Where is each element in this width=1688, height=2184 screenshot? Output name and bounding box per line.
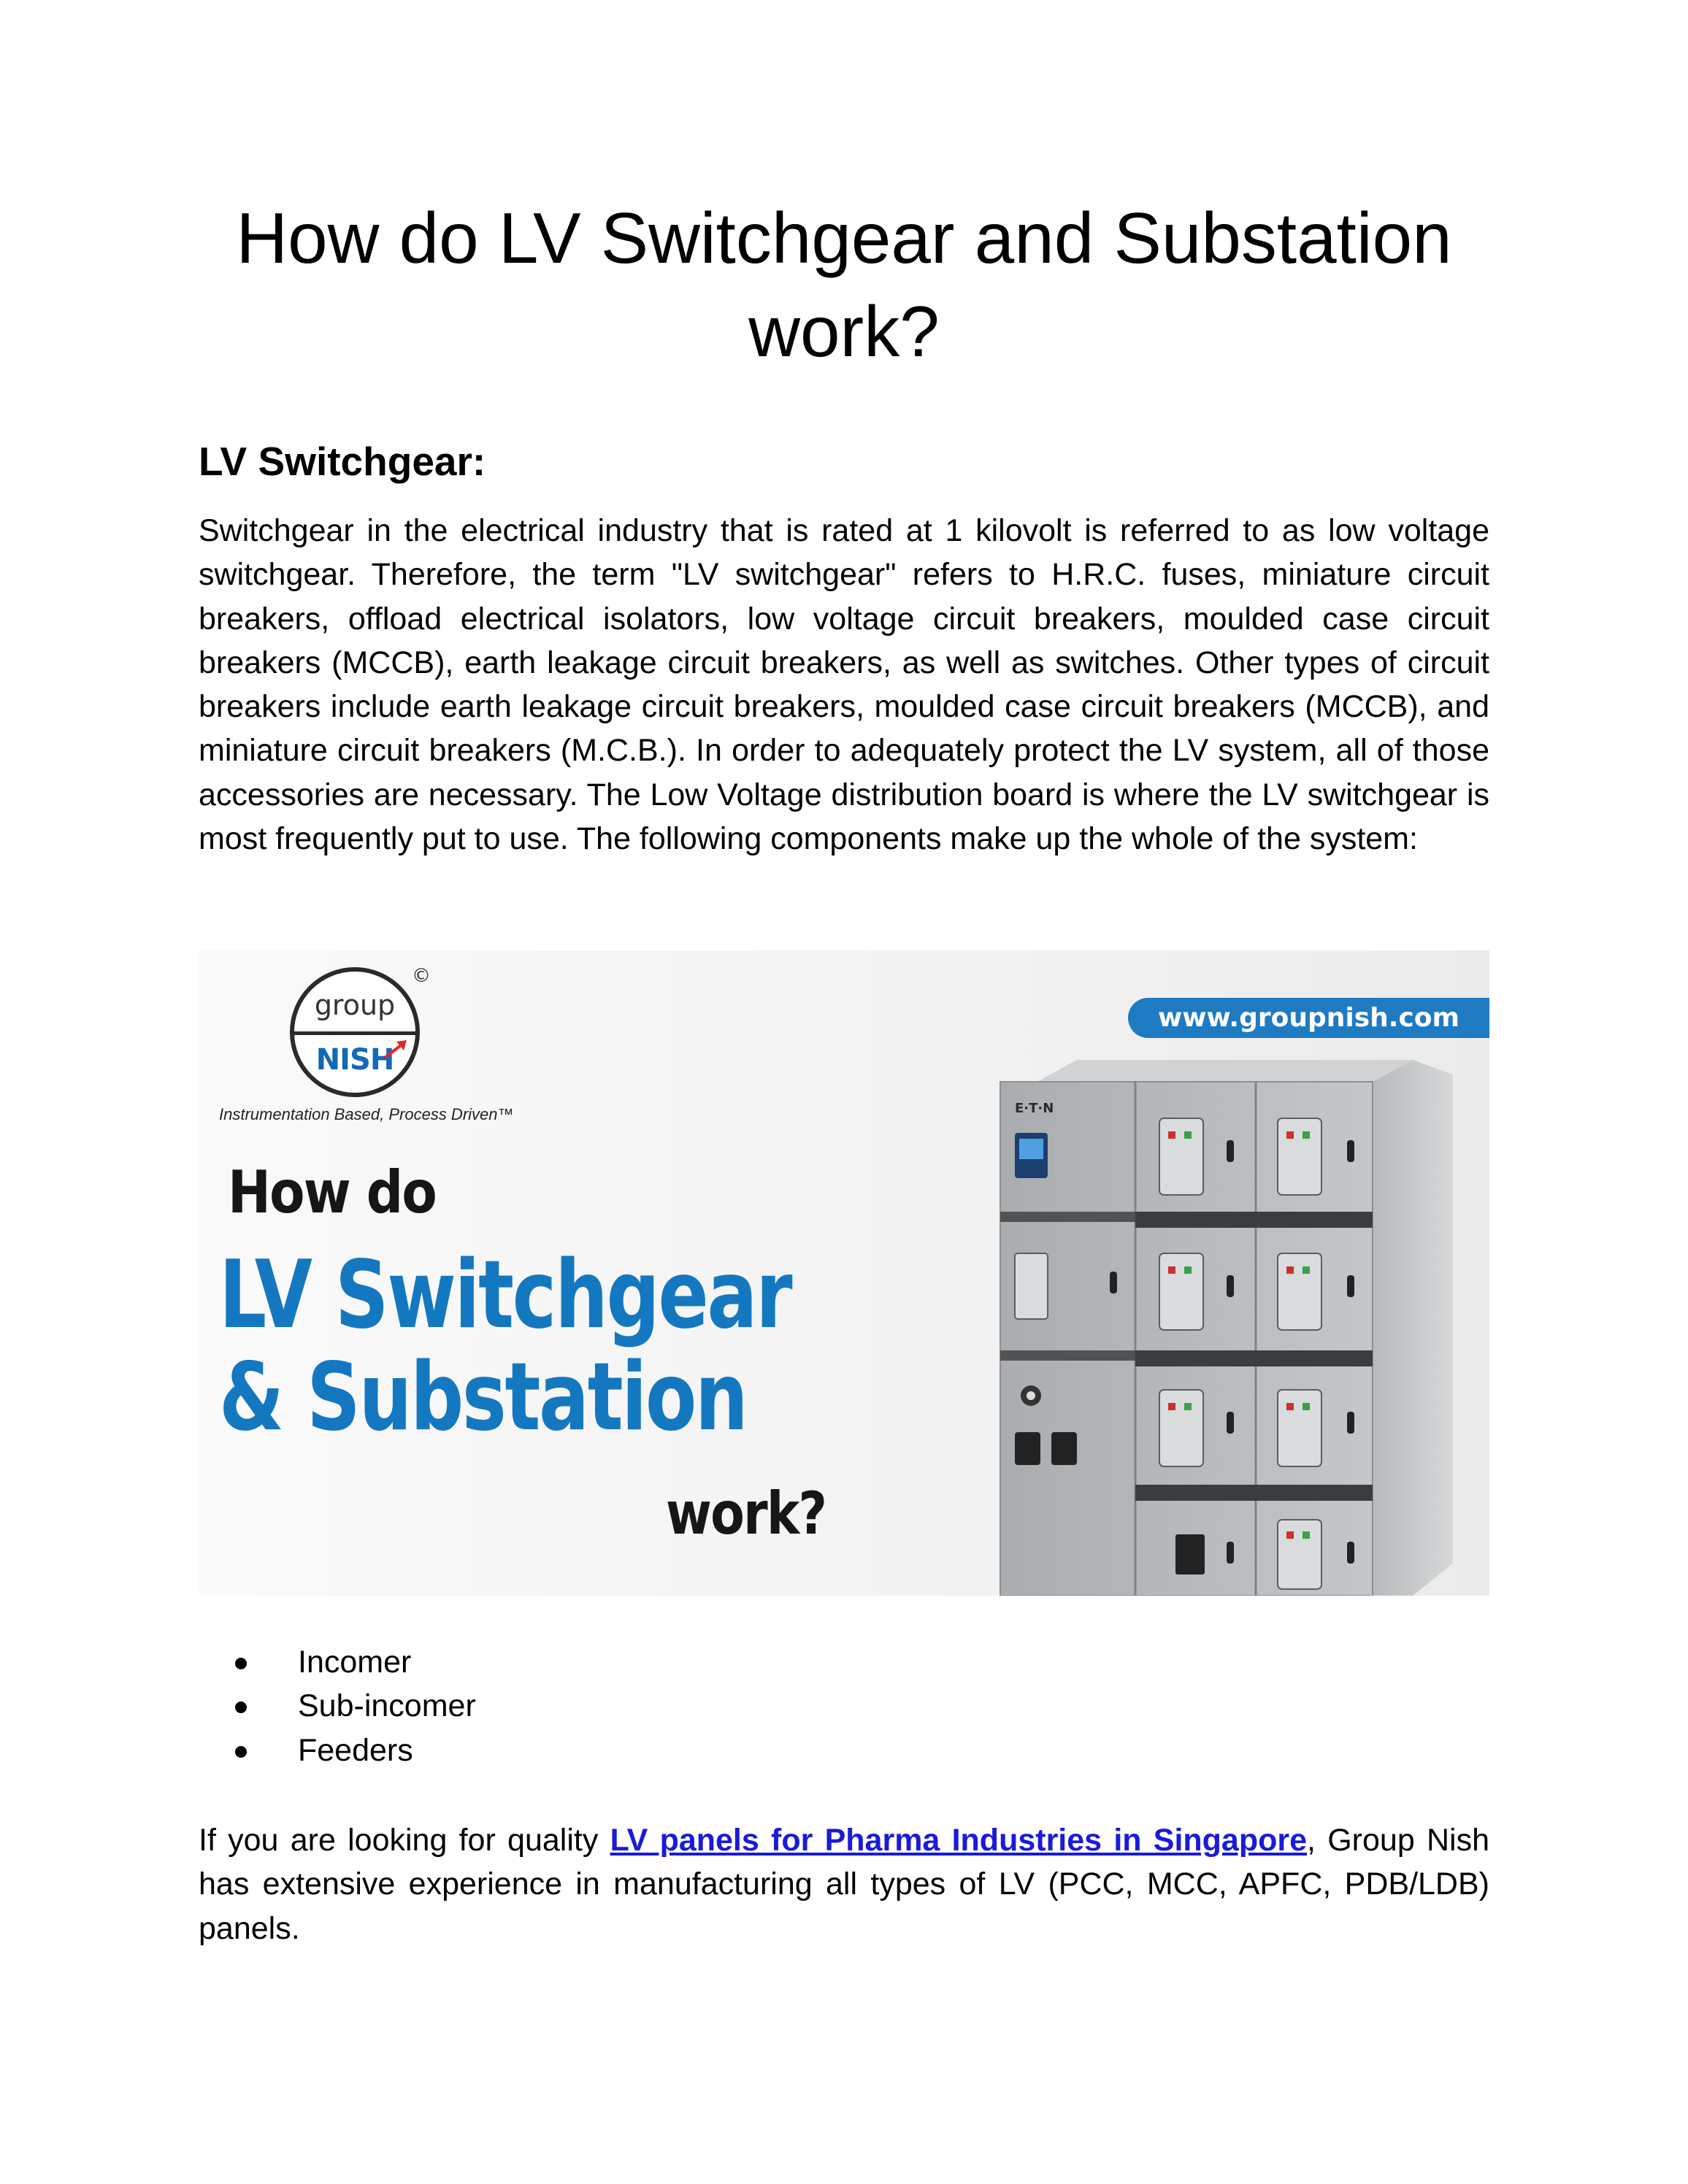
logo-arrow-icon [383, 1039, 408, 1061]
banner-headline-line1: How do [228, 1158, 437, 1226]
page-title: How do LV Switchgear and Substation work? [236, 198, 1452, 372]
list-item [199, 1684, 476, 1728]
website-url-badge: www.groupnish.com [1128, 998, 1489, 1038]
banner-headline-line2: LV Switchgear [219, 1241, 791, 1350]
component-list [199, 1640, 476, 1772]
banner-image [199, 950, 1489, 1596]
section-heading: LV Switchgear: [199, 439, 486, 484]
switchgear-cabinet-icon [993, 1053, 1489, 1596]
bullet-icon [235, 1702, 247, 1713]
list-item [199, 1640, 476, 1684]
list-item-text: Sub-incomer [298, 1688, 476, 1724]
closing-text-after: , Group Nish has extensive experience in manufacturing all types of LV (PCC, MCC, APFC, PDB/LDB) panels. [199, 1823, 1489, 1946]
logo-tagline: Instrumentation Based, Process Driven™ [219, 1105, 514, 1123]
list-item-text: Incomer [298, 1645, 412, 1680]
closing-text-before: If you are looking for quality [199, 1823, 610, 1858]
svg-text:E·T·N: E·T·N [1015, 1101, 1054, 1116]
lv-panels-link[interactable]: LV panels for Pharma Industries in Singapore [610, 1823, 1308, 1858]
logo-divider [294, 1031, 415, 1035]
list-item [199, 1729, 476, 1772]
logo-bottom-text: NISH [315, 1043, 394, 1077]
closing-paragraph [199, 1818, 1489, 1950]
list-item-text: Feeders [298, 1732, 413, 1768]
copyright-mark: © [412, 965, 431, 987]
bullet-icon [235, 1658, 247, 1669]
bullet-icon [235, 1746, 247, 1758]
logo-top-text: group [314, 989, 396, 1021]
intro-paragraph: Switchgear in the electrical industry that is rated at 1 kilovolt is referred to as low voltage switchgear. Therefore, the term "LV switchgear" refers to H.R.C. fuses, miniature circuit breakers, offload electrical isolators, low voltage circuit breakers, moulded case circuit breakers (MCCB), earth leakage circuit breakers, as well as switches. Other types of circuit breakers include earth leakage circuit breakers, moulded case circuit breakers (MCCB), and miniature circuit breakers (M.C.B.). In order to adequately protect the LV system, all of those accessories are necessary. The Low Voltage distribution board is where the LV switchgear is most frequently put to use. The following components make up the whole of the system: [199, 513, 1489, 857]
banner-headline-line3: & Substation [219, 1343, 747, 1452]
banner-headline-line4: work? [666, 1480, 826, 1547]
group-nish-logo-icon [290, 967, 420, 1097]
